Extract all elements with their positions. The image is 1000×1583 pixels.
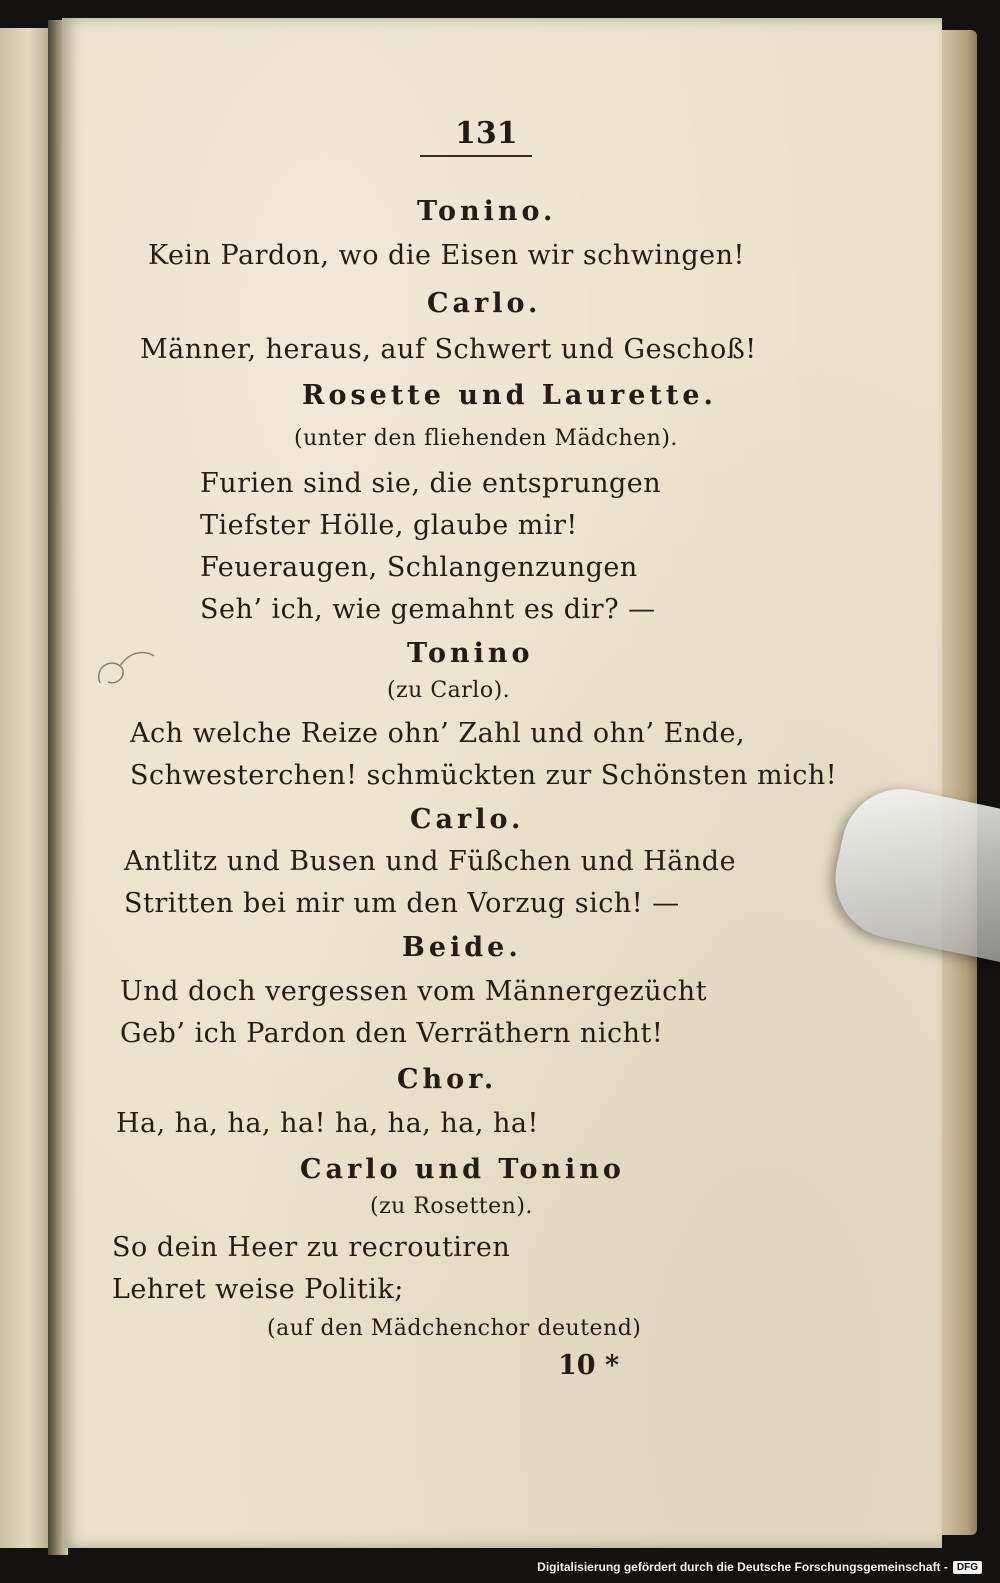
speaker-tonino: Tonino: [407, 638, 534, 669]
verse-line: Ach welche Reize ohn’ Zahl und ohn’ Ende,: [130, 718, 746, 749]
verse-line: Lehret weise Politik;: [112, 1274, 404, 1305]
speaker-carlo-tonino: Carlo und Tonino: [300, 1154, 625, 1185]
speaker-carlo: Carlo.: [427, 288, 542, 319]
verse-line: Ha, ha, ha, ha! ha, ha, ha, ha!: [116, 1108, 539, 1139]
verse-line: Geb’ ich Pardon den Verräthern nicht!: [120, 1018, 664, 1049]
printer-signature: 10 *: [558, 1350, 620, 1381]
verse-line: Männer, heraus, auf Schwert und Geschoß!: [140, 334, 757, 365]
verse-line: Schwesterchen! schmückten zur Schönsten mich!: [130, 760, 838, 791]
verse-line: Kein Pardon, wo die Eisen wir schwingen!: [148, 240, 745, 271]
facing-page-edge: [0, 28, 51, 1548]
page-number: 131: [455, 116, 518, 151]
speaker-tonino: Tonino.: [417, 196, 557, 227]
verse-line: Tiefster Hölle, glaube mir!: [200, 510, 578, 541]
speaker-carlo: Carlo.: [410, 804, 525, 835]
stage-direction: (auf den Mädchenchor deutend): [267, 1316, 642, 1341]
dfg-logo-icon: DFG: [953, 1561, 982, 1574]
credit-text: Digitalisierung gefördert durch die Deutsche Forschungsgemeinschaft -: [537, 1560, 948, 1574]
verse-line: So dein Heer zu recroutiren: [112, 1232, 511, 1263]
header-rule: [420, 155, 532, 157]
book-page: [62, 18, 942, 1548]
speaker-chor: Chor.: [397, 1064, 498, 1095]
stage-direction: (zu Rosetten).: [370, 1194, 533, 1219]
verse-line: Und doch vergessen vom Männergezücht: [120, 976, 708, 1007]
verse-line: Furien sind sie, die entsprungen: [200, 468, 662, 499]
stage-direction: (unter den fliehenden Mädchen).: [294, 426, 678, 451]
pencil-annotation-icon: [90, 638, 160, 698]
speaker-rosette-laurette: Rosette und Laurette.: [302, 380, 717, 411]
verse-line: Feueraugen, Schlangenzungen: [200, 552, 638, 583]
verse-line: Stritten bei mir um den Vorzug sich! —: [124, 888, 680, 919]
verse-line: Antlitz und Busen und Füßchen und Hände: [124, 846, 737, 877]
verse-line: Seh’ ich, wie gemahnt es dir? —: [200, 594, 656, 625]
speaker-beide: Beide.: [402, 932, 522, 963]
stage-direction: (zu Carlo).: [387, 678, 511, 703]
digitization-credit: [537, 1556, 982, 1578]
